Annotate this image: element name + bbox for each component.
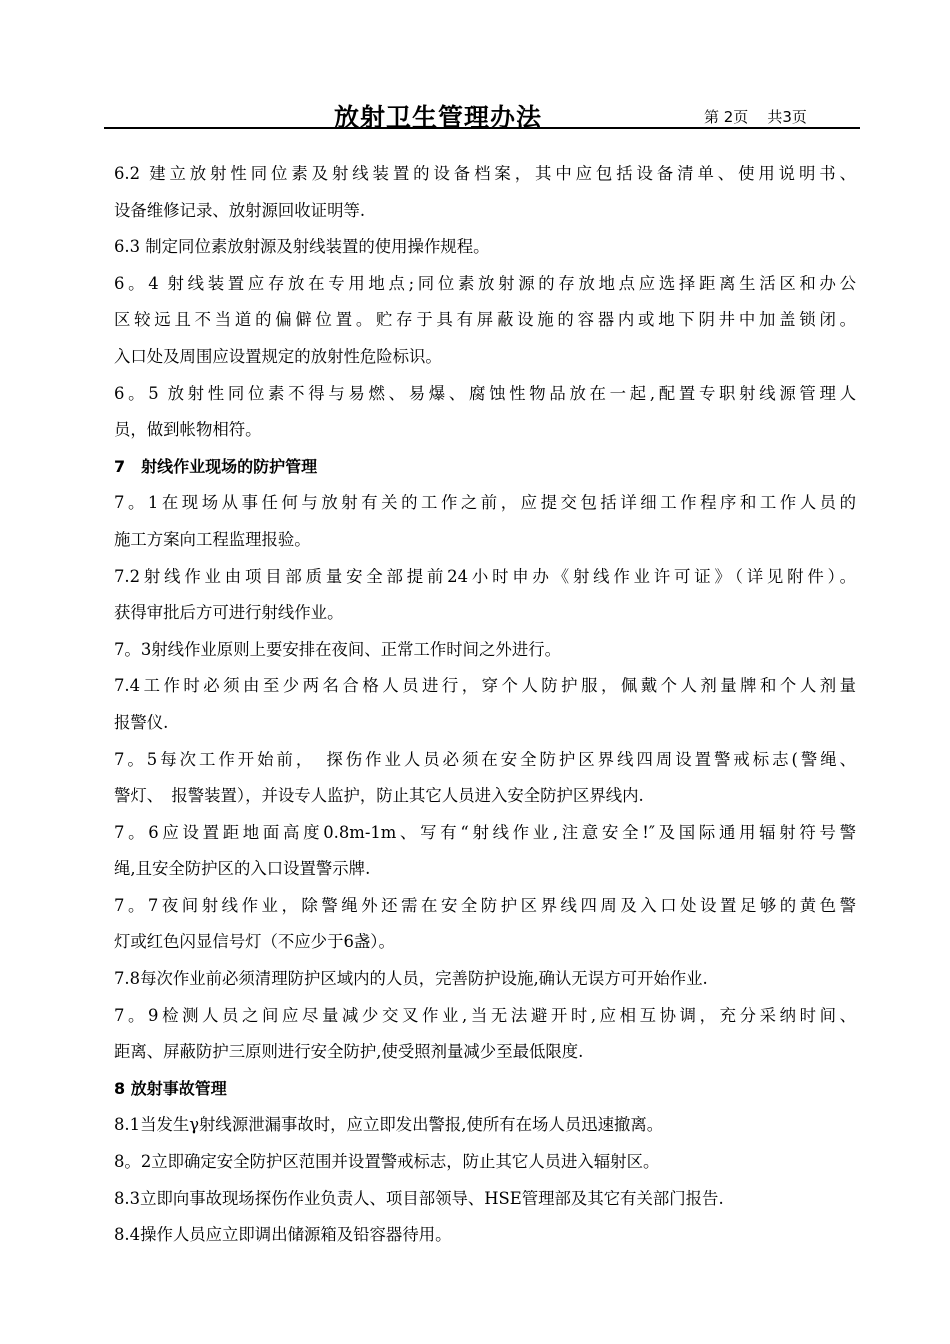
body-text-line: 6。4 射线装置应存放在专用地点;同位素放射源的存放地点应选择距离生活区和办公 [114,273,856,293]
page-number-info [704,106,807,127]
body-text-line: 7。1在现场从事任何与放射有关的工作之前，应提交包括详细工作程序和工作人员的 [114,493,856,513]
body-text-line: 7。3射线作业原则上要安排在夜间、正常工作时间之外进行。 [114,639,562,659]
body-text-line: 7.8每次作业前必须清理防护区域内的人员，完善防护设施,确认无误方可开始作业. [114,969,708,989]
document-body [114,156,856,1254]
page-header [0,0,950,130]
body-text-line: 8。2立即确定安全防护区范围并设置警戒标志，防止其它人员进入辐射区。 [114,1152,660,1172]
body-text-line: 设备维修记录、放射源回收证明等. [114,200,366,220]
body-text-line: 7。9检测人员之间应尽量减少交叉作业,当无法避开时,应相互协调，充分采纳时间、 [114,1005,856,1025]
body-text-line: 施工方案向工程监理报验。 [114,529,311,549]
body-text-line: 7。7夜间射线作业，除警绳外还需在安全防护区界线四周及入口处设置足够的黄色警 [114,895,856,915]
body-text-line: 报警仪. [114,712,169,732]
body-text-line: 6.3 制定同位素放射源及射线装置的使用操作规程。 [114,237,490,257]
body-text-line: 6。5 放射性同位素不得与易燃、易爆、腐蚀性物品放在一起,配置专职射线源管理人 [114,383,856,403]
body-text-line: 8.1当发生γ射线源泄漏事故时，应立即发出警报,使所有在场人员迅速撤离。 [114,1115,664,1135]
body-text-line: 区较远且不当道的偏僻位置。贮存于具有屏蔽设施的容器内或地下阴井中加盖锁闭。 [114,310,856,330]
page-total: 共3页 [767,108,807,126]
body-text-line: 7.4工作时必须由至少两名合格人员进行，穿个人防护服，佩戴个人剂量牌和个人剂量 [114,676,856,696]
body-text-line: 7。6应设置距地面高度0.8m-1m、写有“射线作业,注意安全!″及国际通用辐射符号警 [114,822,856,842]
body-text-line: 8.3立即向事故现场探伤作业负责人、项目部领导、HSE管理部及其它有关部门报告. [114,1188,724,1208]
body-text-line: 7.2射线作业由项目部质量安全部提前24小时申办《射线作业许可证》（详见附件）。 [114,566,856,586]
body-text-line: 7。5每次工作开始前， 探伤作业人员必须在安全防护区界线四周设置警戒标志(警绳、 [114,749,856,769]
page-current: 第 2页 [704,108,749,126]
body-text-line: 警灯、 报警装置），并设专人监护，防止其它人员进入安全防护区界线内. [114,786,644,806]
body-text-line: 8.4操作人员应立即调出储源箱及铅容器待用。 [114,1225,452,1245]
body-text-line: 入口处及周围应设置规定的放射性危险标识。 [114,346,442,366]
body-text-line: 距离、屏蔽防护三原则进行安全防护,使受照剂量减少至最低限度. [114,1042,584,1062]
section-heading: 8 放射事故管理 [114,1078,227,1098]
body-text-line: 员，做到帐物相符。 [114,420,262,440]
document-title: 放射卫生管理办法 [334,103,543,132]
body-text-line: 获得审批后方可进行射线作业。 [114,603,344,623]
body-text-line: 灯或红色闪显信号灯（不应少于6盏）。 [114,932,395,952]
header-rule [104,127,860,129]
body-text-line: 6.2 建立放射性同位素及射线装置的设备档案，其中应包括设备清单、使用说明书、 [114,164,856,183]
body-text-line: 绳,且安全防护区的入口设置警示牌. [114,859,371,879]
section-heading: 7 射线作业现场的防护管理 [114,456,318,476]
